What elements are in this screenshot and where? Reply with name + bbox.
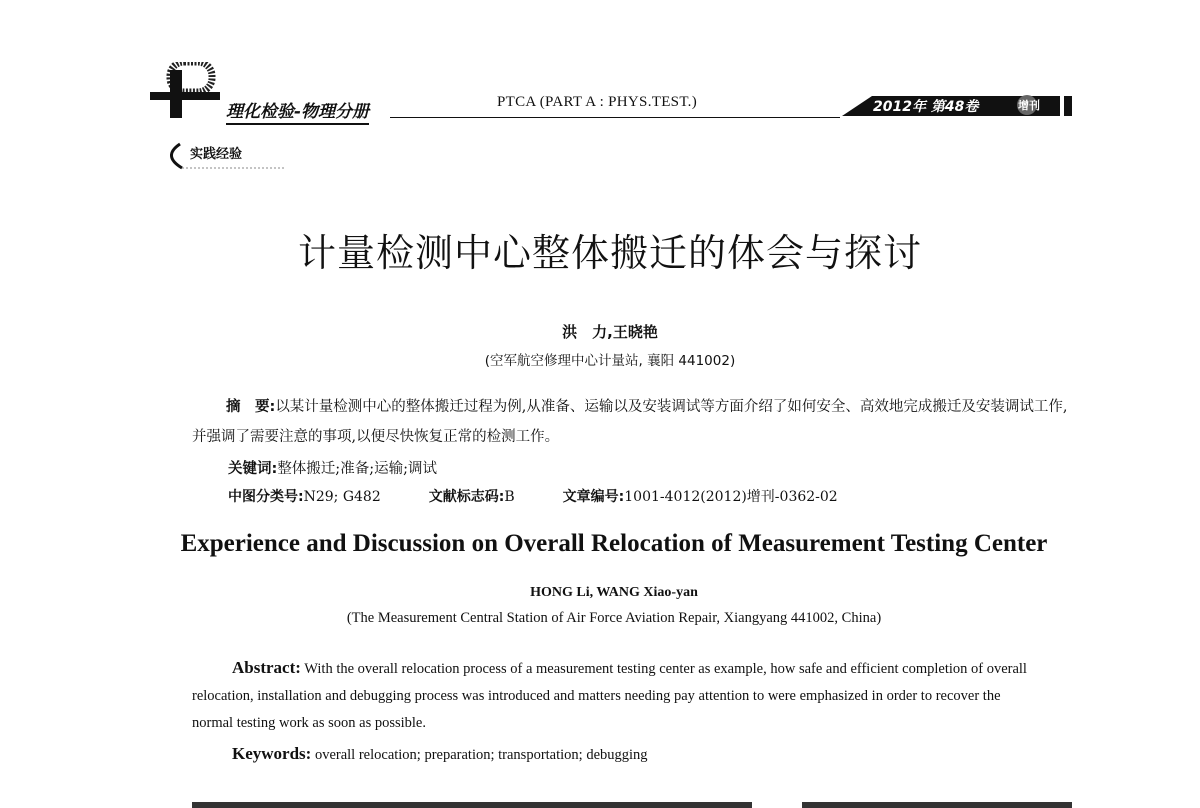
keywords-cn	[228, 457, 437, 478]
abstract-label-en: Abstract:	[232, 658, 301, 677]
keywords-en	[232, 744, 648, 764]
classification-row	[228, 486, 838, 506]
authors-en: HONG Li, WANG Xiao-yan	[530, 585, 698, 600]
clc-value: N29; G482	[303, 489, 381, 505]
keywords-label-en: Keywords:	[232, 744, 312, 763]
abstract-en	[192, 654, 1042, 737]
abstract-cn	[192, 392, 1072, 452]
keywords-label-cn: 关键词:	[228, 461, 278, 477]
clc-label: 中图分类号:	[228, 489, 304, 505]
section-label: 实践经验	[190, 147, 243, 162]
article-no-value: 1001-4012(2012)增刊-0362-02	[624, 489, 838, 505]
journal-name-cn: 理化检验-物理分册	[226, 97, 369, 125]
article-title-en: Experience and Discussion on Overall Relocation of Measurement Testing Center	[180, 530, 1048, 557]
year-volume: 2012年 第48卷	[873, 99, 979, 115]
journal-logo-icon	[150, 62, 228, 120]
truncated-body-line	[192, 798, 1072, 808]
keywords-text-en: overall relocation; preparation; transportation; debugging	[314, 747, 648, 763]
authors-cn: 洪 力,王晓艳	[562, 323, 658, 341]
keywords-text-cn: 整体搬迁;准备;运输;调试	[277, 461, 437, 477]
article-no-label: 文章编号:	[562, 489, 625, 505]
journal-name-en: PTCA (PART A : PHYS.TEST.)	[497, 94, 698, 110]
doc-code-value: B	[504, 489, 515, 505]
affiliation-en: (The Measurement Central Station of Air Force Aviation Repair, Xiangyang 441002, China)	[346, 610, 882, 626]
article-title-cn: 计量检测中心整体搬迁的体会与探讨	[297, 231, 922, 275]
issue-badge: 增刊	[1018, 99, 1040, 112]
header-rule	[390, 117, 840, 118]
abstract-text-en: With the overall relocation process of a measurement testing center as example, how safe and efficient completion of overall relocation, installation and debugging process was introduced and matters needing pay attention to were emphasized in order to recover the normal testing work as soon as possible.	[192, 661, 1027, 731]
affiliation-cn: (空军航空修理中心计量站, 襄阳 441002)	[484, 353, 736, 369]
doc-code-label: 文献标志码:	[428, 489, 505, 505]
abstract-label-cn: 摘 要:	[226, 399, 276, 415]
abstract-text-cn: 以某计量检测中心的整体搬迁过程为例,从准备、运输以及安装调试等方面介绍了如何安全、高效地完成搬迁及安装调试工作,并强调了需要注意的事项,以便尽快恢复正常的检测工作。	[192, 399, 1068, 445]
